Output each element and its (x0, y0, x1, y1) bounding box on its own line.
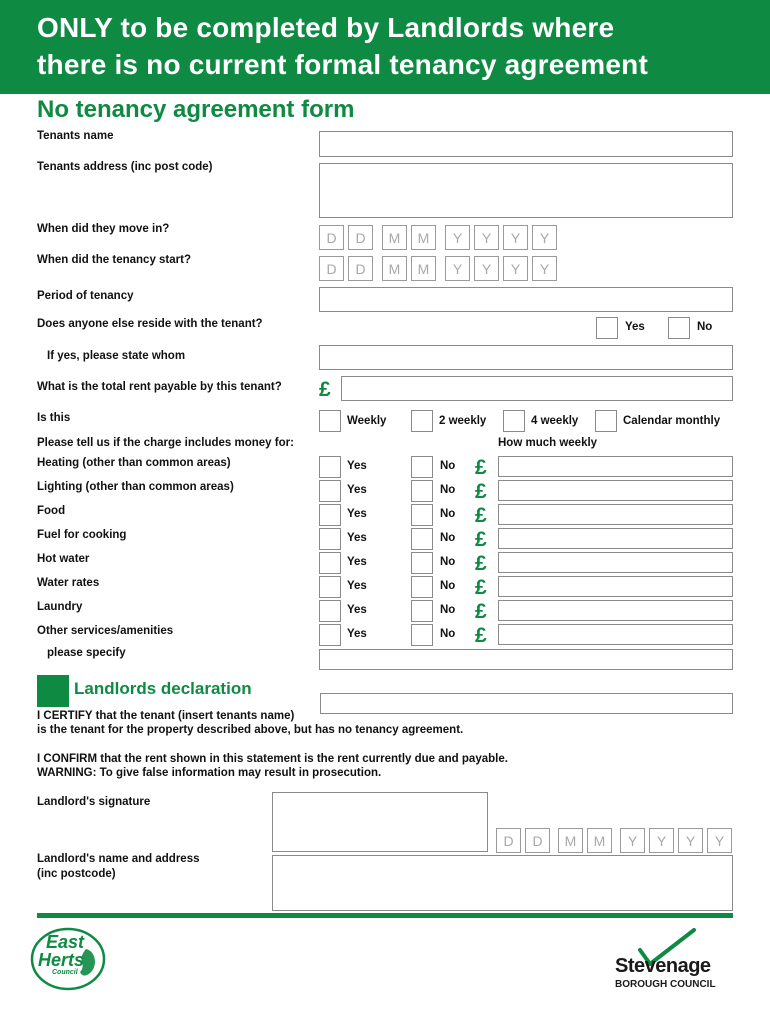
date-cell[interactable]: D (525, 828, 550, 853)
pound-icon: £ (475, 504, 487, 527)
pound-icon: £ (475, 456, 487, 479)
service-yes-label: Yes (347, 484, 367, 496)
pound-icon: £ (475, 576, 487, 599)
service-no-label: No (440, 628, 456, 640)
certify-tenant-name-input[interactable] (320, 693, 733, 714)
freq-weekly-checkbox[interactable] (319, 410, 341, 432)
borough-council-text: BOROUGH COUNCIL (615, 979, 716, 990)
date-cell[interactable]: Y (503, 225, 528, 250)
signature-label: Landlord's signature (37, 796, 151, 808)
state-whom-input[interactable] (319, 345, 733, 370)
please-specify-label: please specify (47, 647, 126, 659)
tenants-address-input[interactable] (319, 163, 733, 218)
date-cell[interactable]: M (587, 828, 612, 853)
pound-icon: £ (475, 552, 487, 575)
service-label: Food (37, 505, 66, 517)
date-cell[interactable]: Y (707, 828, 732, 853)
total-rent-label: What is the total rent payable by this tenant? (37, 381, 282, 393)
pound-icon: £ (475, 480, 487, 503)
freq-monthly-label: Calendar monthly (623, 415, 721, 427)
service-no-checkbox[interactable] (411, 528, 433, 550)
freq-4weekly-checkbox[interactable] (503, 410, 525, 432)
date-cell[interactable]: Y (474, 256, 499, 281)
pound-icon: £ (475, 528, 487, 551)
service-amount-input[interactable] (498, 576, 733, 597)
move-in-label: When did they move in? (37, 223, 170, 235)
service-label: Lighting (other than common areas) (37, 481, 234, 493)
total-rent-input[interactable] (341, 376, 733, 401)
service-no-checkbox[interactable] (411, 504, 433, 526)
reside-yes-label: Yes (625, 321, 645, 333)
date-cell[interactable]: M (382, 256, 407, 281)
how-much-weekly-label: How much weekly (498, 437, 598, 449)
confirm-line-1: I CONFIRM that the rent shown in this statement is the rent currently due and payable. (37, 753, 508, 765)
freq-2weekly-checkbox[interactable] (411, 410, 433, 432)
service-no-label: No (440, 580, 456, 592)
service-yes-checkbox[interactable] (319, 576, 341, 598)
date-cell[interactable]: D (348, 225, 373, 250)
service-yes-label: Yes (347, 556, 367, 568)
date-cell[interactable]: D (496, 828, 521, 853)
form-title: No tenancy agreement form (37, 96, 355, 123)
confirm-line-2: WARNING: To give false information may result in prosecution. (37, 767, 382, 779)
date-cell[interactable]: Y (445, 225, 470, 250)
name-address-input[interactable] (272, 855, 733, 911)
banner-line-2: there is no current formal tenancy agreement (37, 49, 648, 80)
date-cell[interactable]: Y (445, 256, 470, 281)
date-cell[interactable]: Y (532, 256, 557, 281)
banner-line-1: ONLY to be completed by Landlords where (37, 12, 615, 43)
service-no-checkbox[interactable] (411, 624, 433, 646)
certify-line-1: I CERTIFY that the tenant (insert tenants name) (37, 710, 295, 722)
service-no-checkbox[interactable] (411, 576, 433, 598)
charges-question: Please tell us if the charge includes money for: (37, 437, 294, 449)
service-label: Laundry (37, 601, 83, 613)
date-cell[interactable]: M (411, 256, 436, 281)
period-label: Period of tenancy (37, 290, 134, 302)
date-cell[interactable]: D (319, 225, 344, 250)
service-amount-input[interactable] (498, 456, 733, 477)
header-banner (0, 0, 770, 94)
date-cell[interactable]: Y (620, 828, 645, 853)
date-cell[interactable]: Y (649, 828, 674, 853)
service-amount-input[interactable] (498, 624, 733, 645)
date-cell[interactable]: M (382, 225, 407, 250)
service-yes-label: Yes (347, 508, 367, 520)
tenants-name-input[interactable] (319, 131, 733, 157)
service-amount-input[interactable] (498, 552, 733, 573)
service-yes-checkbox[interactable] (319, 600, 341, 622)
service-no-checkbox[interactable] (411, 456, 433, 478)
name-address-label-2: (inc postcode) (37, 868, 116, 880)
date-cell[interactable]: Y (474, 225, 499, 250)
service-yes-checkbox[interactable] (319, 456, 341, 478)
service-no-checkbox[interactable] (411, 600, 433, 622)
service-amount-input[interactable] (498, 600, 733, 621)
date-cell[interactable]: D (319, 256, 344, 281)
service-amount-input[interactable] (498, 504, 733, 525)
date-cell[interactable]: M (558, 828, 583, 853)
please-specify-input[interactable] (319, 649, 733, 670)
service-no-label: No (440, 556, 456, 568)
service-yes-checkbox[interactable] (319, 528, 341, 550)
date-cell[interactable]: M (411, 225, 436, 250)
date-cell[interactable]: D (348, 256, 373, 281)
service-yes-label: Yes (347, 604, 367, 616)
reside-no-label: No (697, 321, 713, 333)
date-cell[interactable]: Y (532, 225, 557, 250)
service-label: Water rates (37, 577, 100, 589)
service-no-checkbox[interactable] (411, 552, 433, 574)
name-address-label-1: Landlord's name and address (37, 853, 200, 865)
date-cell[interactable]: Y (678, 828, 703, 853)
tenancy-start-label: When did the tenancy start? (37, 254, 191, 266)
certify-line-2: is the tenant for the property described above, but has no tenancy agreement. (37, 724, 464, 736)
freq-4weekly-label: 4 weekly (531, 415, 579, 427)
service-no-label: No (440, 532, 456, 544)
service-amount-input[interactable] (498, 480, 733, 501)
service-yes-checkbox[interactable] (319, 552, 341, 574)
stevenage-logo (612, 928, 734, 992)
service-no-label: No (440, 508, 456, 520)
signature-box[interactable] (272, 792, 488, 852)
date-cell[interactable]: Y (503, 256, 528, 281)
declaration-title: Landlords declaration (74, 679, 252, 698)
service-no-label: No (440, 460, 456, 472)
stevenage-text: Stevenage (615, 955, 711, 977)
service-yes-label: Yes (347, 532, 367, 544)
declaration-marker (37, 675, 69, 707)
service-label: Fuel for cooking (37, 529, 127, 541)
reside-label: Does anyone else reside with the tenant? (37, 318, 263, 330)
freq-weekly-label: Weekly (347, 415, 387, 427)
service-yes-label: Yes (347, 628, 367, 640)
east-herts-text-2: Herts (38, 950, 85, 970)
service-yes-label: Yes (347, 580, 367, 592)
tenants-name-label: Tenants name (37, 130, 114, 142)
service-no-label: No (440, 484, 456, 496)
pound-icon: £ (475, 624, 487, 647)
service-label: Other services/amenities (37, 625, 174, 637)
is-this-label: Is this (37, 412, 71, 424)
service-no-checkbox[interactable] (411, 480, 433, 502)
state-whom-label: If yes, please state whom (47, 350, 186, 362)
pound-icon: £ (319, 378, 331, 401)
east-herts-text-1: East (46, 932, 85, 952)
service-yes-checkbox[interactable] (319, 480, 341, 502)
east-herts-logo (30, 927, 110, 991)
service-yes-label: Yes (347, 460, 367, 472)
service-yes-checkbox[interactable] (319, 504, 341, 526)
service-yes-checkbox[interactable] (319, 624, 341, 646)
freq-monthly-checkbox[interactable] (595, 410, 617, 432)
reside-no-checkbox[interactable] (668, 317, 690, 339)
pound-icon: £ (475, 600, 487, 623)
service-label: Hot water (37, 553, 90, 565)
service-label: Heating (other than common areas) (37, 457, 231, 469)
service-no-label: No (440, 604, 456, 616)
footer-divider (37, 913, 733, 918)
reside-yes-checkbox[interactable] (596, 317, 618, 339)
period-input[interactable] (319, 287, 733, 312)
tenants-address-label: Tenants address (inc post code) (37, 161, 213, 173)
service-amount-input[interactable] (498, 528, 733, 549)
freq-2weekly-label: 2 weekly (439, 415, 487, 427)
east-herts-text-3: Council (52, 969, 78, 976)
